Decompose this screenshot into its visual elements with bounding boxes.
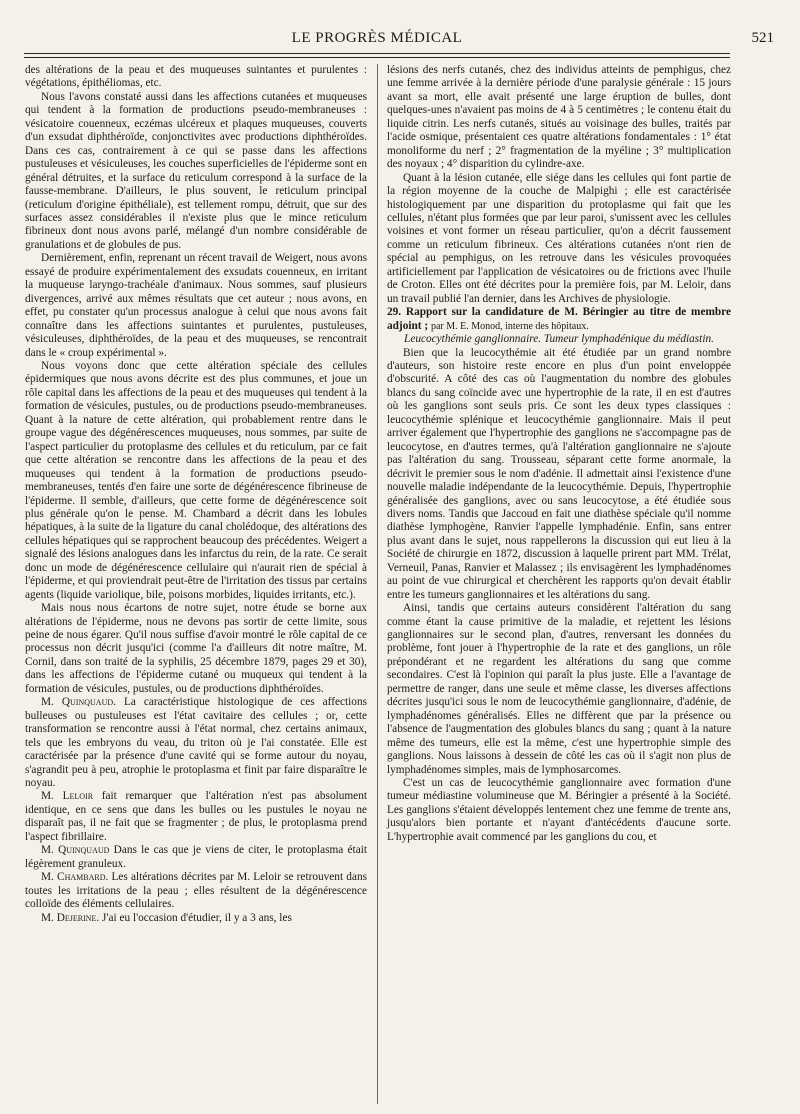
speaker-text: J'ai eu l'occasion d'étudier, il y a 3 ans, les [99,911,292,924]
section-heading [387,306,731,333]
section-subtitle: Leucocythémie ganglionnaire. Tumeur lymphadénique du médiastin. [404,333,714,346]
paragraph: des altérations de la peau et des muqueuses suintantes et purulentes : végétations, épithéliomas, etc. [25,64,367,90]
paragraph: C'est un cas de leucocythémie ganglionnaire avec formation d'une tumeur médiastine volumineuse que M. Béringier a présenté à la Société. Les ganglions s'étaient développés lentement chez une femme de trente ans, jusqu'alors bien portante et n'ayant d'antécédents d'aucune sorte. L'hypertrophie avait commencé par les ganglions du cou, et [387,777,731,843]
paragraph: Quant à la lésion cutanée, elle siége dans les cellules qui font partie de la région moyenne de la couche de Malpighi ; elle est caractérisée histologiquement par une disparition du protoplasme qui fait que les cellules, n'étant plus formées que par leur paroi, s'unissent avec les cellules voisines et vont former un réseau particulier, qu'on a décrit faussement comme un reticulum fibrineux. Ces altérations cutanées n'ont rien de spécial au pemphigus, on les retrouve dans les vésicules provoquées artificiellement par l'application de vésicatoires ou de frictions avec l'huile de Croton. Elles ont été décrites pour la première fois, par M. Leloir, dans un travail publié l'an dernier, dans les Archives de physiologie. [387,171,731,305]
header-rule [24,53,730,54]
speaker-paragraph [25,844,367,871]
left-column [25,64,367,925]
paragraph: Nous l'avons constaté aussi dans les affections cutanées et muqueuses qui tendent à la formation de productions pseudo-membraneuses : vésicatoire couenneux, eczémas ulcéreux et plaques muqueuses, couverts d'un exsudat diphthéroïde, conjonctivites avec productions diphthéroïdes. Dans ces cas, contrairement à ce qui se passe dans les affections pustuleuses et vésiculeuses, les couches superficielles de l'épiderme sont en général détruites, et la surface du reticulum correspond à la surface de la fausse-membrane. D'ailleurs, le plus souvent, le reticulum principal (reticulum d'origine épithéliale), est tellement rompu, détruit, que sur des surfaces assez considérables il n'existe plus que le mince reticulum fibrineux dont nous avons parlé, mélangé d'un nombre considérable de granulations et de globules de pus. [25,90,367,251]
paragraph: Dernièrement, enfin, reprenant un récent travail de Weigert, nous avons essayé de produire expérimentalement des exsudats couenneux, en irritant la muqueuse laryngo-trachéale d'animaux. Nous sommes, sauf plusieurs divergences, arrivé aux mêmes résultats que cet auteur ; nous avons, en effet, pu constater qu'un processus analogue à celui que nous avons fait connaître dans les affections suintantes et purulentes, pustuleuses, vésiculeuses, diphthéroïdes, de la peau et des muqueuses, se rencontrait dans le « croup expérimental ». [25,252,367,359]
paragraph: Mais nous nous écartons de notre sujet, notre étude se borne aux altérations de l'épiderme, nous ne devons pas sortir de cette limite, sous peine de nous égarer. Qu'il nous suffise d'avoir montré le rôle capital de ce processus non décrit jusqu'ici (comme l'a d'ailleurs dit notre maître, M. Cornil, dans son traité de la syphilis, 25 décembre 1879, pages 29 et 30), dans les affections de l'épiderme cutané ou muqueux qui tendent à la formation de vésicules, pustules, ou de productions diphthéroïdes. [25,602,367,695]
journal-title: LE PROGRÈS MÉDICAL [291,30,463,46]
speaker-paragraph [25,871,367,911]
column-separator [377,64,378,1104]
speaker-paragraph [25,912,367,925]
speaker-name: M. Chambard. [41,871,109,884]
header-rule-thin [24,57,730,58]
paragraph: Ainsi, tandis que certains auteurs considèrent l'altération du sang comme étant la cause primitive de la maladie, et rejettent les lésions ganglionnaires sur le second plan, d'autres, renversant les données du problème, font jouer à l'hypertrophie de la rate et des ganglions, un rôle prépondérant et ne regardent les altérations du sang que comme secondaires. C'est là l'opinion qui paraît la plus juste. Elle a l'avantage de permettre de ranger, dans une seule et même classe, les diverses affections décrites jusqu'ici sous le nom de leucocythémie ganglionnaire, d'adénie, de lymphadénomes généralisés. Elles ne diffèrent que par la présence ou l'absence de l'augmentation des globules blancs du sang ; quant à la nature même des tumeurs, elle est la même, c'est une hypertrophie simple des ganglions. Nous laissons à dessein de côté les cas où il s'agit non plus de lymphadénomes simples, mais de lymphosarcomes. [387,602,731,776]
section-number: 29. [387,306,402,319]
section-author: par M. E. Monod, interne des hôpitaux. [430,320,589,332]
speaker-name: M. Quinquaud [41,844,110,857]
paragraph: lésions des nerfs cutanés, chez des individus atteints de pemphigus, chez une femme arrivée à la dernière période d'une paralysie générale : 15 jours avant sa mort, elle avait présenté une large éruption de bulles, dont quelques-unes n'avaient pas moins de 4 à 5 centimètres ; le contenu était du liquide citrin. Les nerfs cutanés, situés au voisinage des bulles, traités par l'acide osmique, présentaient ces quatre altérations fondamentales : 1° état monoliforme du nerf ; 2° fragmentation de la myéline ; 3° multiplication des noyaux ; 4° disparition du cylindre-axe. [387,64,731,171]
page-header [24,30,774,52]
speaker-name: M. Quinquaud. [41,696,116,709]
paragraph: Bien que la leucocythémie ait été étudiée par un grand nombre d'auteurs, son histoire reste encore en plus d'un point enveloppée d'obscurité. A côté des cas où l'augmentation du nombre des globules blancs du sang coïncide avec une hypertrophie de la rate, il en est d'autres où les ganglions sont seuls pris. Ce sont les deux types classiques : leucocythémie splénique et leucocythémie ganglionnaire. Mais il peut arriver également que l'hypertrophie des ganglions ne s'accompagne pas de leucocytose, en d'autres termes, qu'à l'altération ganglionnaire ne s'ajoute pas l'altération du sang. Trousseau, séparant cette forme anormale, la décrivit le premier sous le nom d'adénie. Il admettait ainsi l'existence d'une nouvelle maladie indépendante de la leucocythémie. Depuis, l'hypertrophie généralisée des ganglions, avec ou sans leucocytose, a été étudiée sous divers noms. Tandis que Jaccoud en fait une diathèse spéciale qu'il nomme diathèse lymphogène, Ranvier l'appelle lymphadénie. Enfin, sans entrer plus avant dans le sujet, nous rappellerons la discussion qui eut lieu à la Société de chirurgie en 1872, discussion à laquelle prirent part MM. Trélat, Verneuil, Panas, Ranvier et Malassez ; ils envisagèrent les lymphadénomes au point de vue chirurgical et cherchèrent les rapports qu'on devait établir entre les tumeurs ganglionnaires et les altérations du sang. [387,346,731,601]
speaker-paragraph [25,696,367,790]
speaker-text: La caractéristique histologique de ces affections bulleuses ou pustuleuses est l'état cavitaire des cellules ; or, cette transformation se rencontre aussi à l'état normal, chez certains animaux, tels que les embryons du veau, du triton où je l'ai constatée. Elle est caractérisée par la présence d'une cavité qui se forme autour du noyau, s'agrandit peu à peu, atrophie le protoplasma et finit par faire disparaître le noyau. [25,696,368,790]
right-column [387,64,731,844]
speaker-name: M. Leloir [41,790,94,803]
speaker-text: Les altérations décrites par M. Leloir se retrouvent dans toutes les irritations de la peau ; elles résultent de la dégénérescence colloïde des éléments cellulaires. [25,871,367,911]
paragraph: Nous voyons donc que cette altération spéciale des cellules épidermiques que nous avons décrite est des plus communes, et joue un rôle capital dans les affections de la peau et des muqueuses qui tendent à la formation de vésicules, pustules, ou de productions pseudo-membraneuses. Quant à la nature de cette altération, qui probablement rentre dans le groupe vague des dégénérescences muqueuses, nous sommes, par suite de l'aspect particulier du protoplasme des cellules et du reticulum, par ce fait que cette altération se rencontre dans les affections de la peau et des muqueuses qui tendent à la formation de productions pseudo-membraneuses, tentés d'en faire une sorte de dégénérescence fibrineuse de l'épiderme. Il semble, d'ailleurs, que cette forme de dégénérescence soit plus générale qu'on le pense. M. Chambard a décrit dans les lobules hépatiques, à la suite de la ligature du canal cholédoque, des altérations des cellules hépatiques qui se rapprochent beaucoup des précédentes. Weigert a signalé des lésions analogues dans les infarctus du rein, de la rate. Ce serait donc un mode de dégénérescence cellulaire qui n'aurait rien de spécial à l'épiderme, et qui proviendrait peut-être de l'irritation des tissus par certains agents (liquide variolique, bile, poisons morbides, liquides irritants, etc.). [25,359,367,601]
speaker-paragraph [25,790,367,844]
speaker-text: Dans le cas que je viens de citer, le protoplasma était légèrement granuleux. [25,844,367,870]
section-title: Rapport sur la candidature de M. Béringier au titre de membre adjoint ; [387,306,731,332]
speaker-text: fait remarquer que l'altération n'est pas absolument identique, en ce sens que dans les bulles ou les pustules le noyau ne disparaît pas, il ne fait que se fragmenter ; de plus, le protoplasma prend l'aspect fibrillaire. [25,790,367,843]
page-number: 521 [751,30,774,46]
speaker-name: M. Dejerine. [41,911,100,924]
